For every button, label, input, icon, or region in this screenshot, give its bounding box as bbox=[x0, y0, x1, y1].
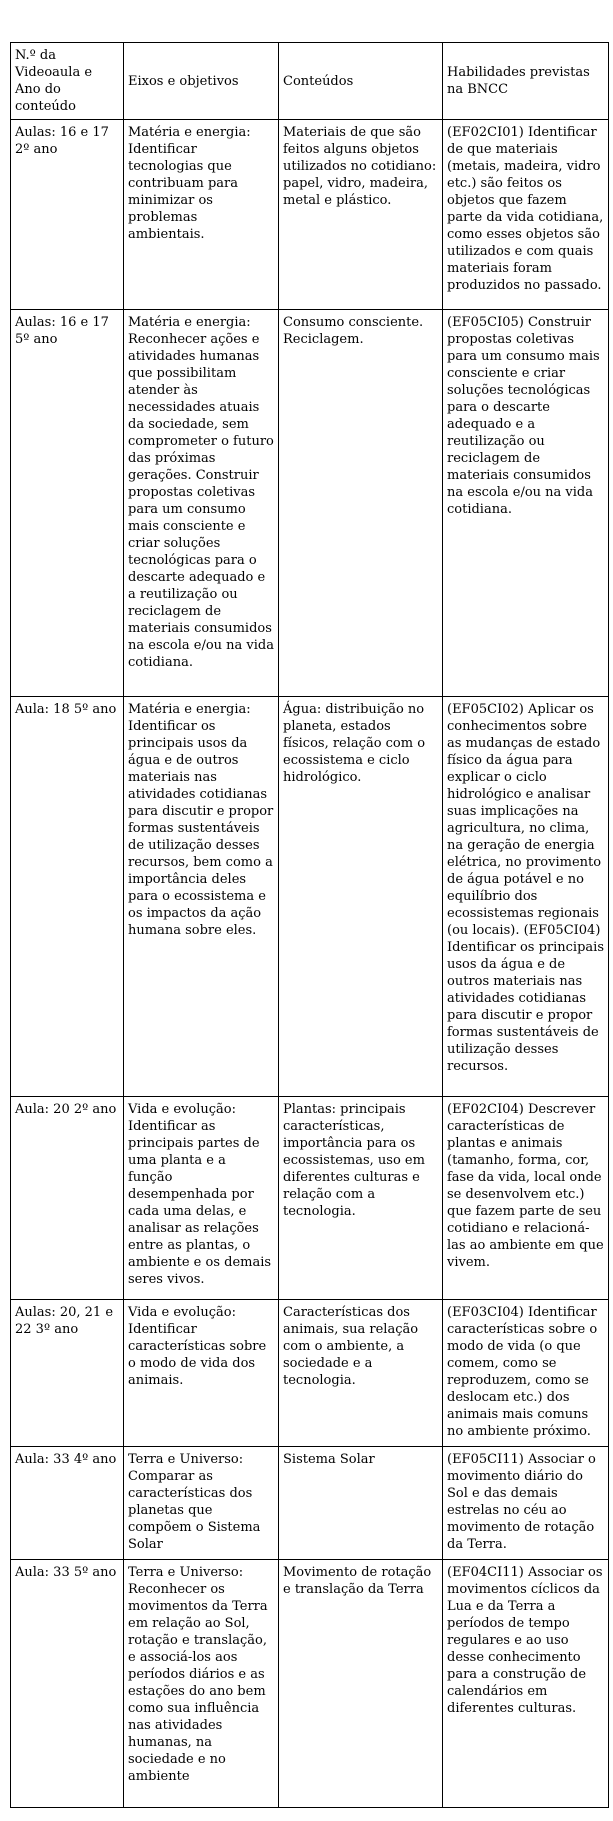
table-row bbox=[11, 1447, 609, 1560]
cell-habilidades: (EF02CI04) Descrever características de plantas e animais (tamanho, forma, cor, fase da vida, local onde se desenvolvem etc.) que fazem parte de seu cotidiano e relacioná-las ao ambiente em que vivem. bbox=[443, 1097, 609, 1300]
table-row bbox=[11, 1560, 609, 1808]
cell-habilidades: (EF05CI05) Construir propostas coletivas para um consumo mais consciente e criar soluções tecnológicas para o descarte adequado e a reutilização ou reciclagem de materiais consumidos na escola e/ou na vida cotidiana. bbox=[443, 310, 609, 697]
cell-conteudos: Consumo consciente. Reciclagem. bbox=[279, 310, 443, 697]
cell-eixos: Terra e Universo: Reconhecer os movimentos da Terra em relação ao Sol, rotação e translação, e associá-los aos períodos diários e as estações do ano bem como sua influência nas atividades humanas, na sociedade e no ambiente bbox=[124, 1560, 279, 1808]
table-row bbox=[11, 310, 609, 697]
table-row bbox=[11, 1300, 609, 1447]
cell-eixos: Vida e evolução: Identificar características sobre o modo de vida dos animais. bbox=[124, 1300, 279, 1447]
cell-habilidades: (EF02CI01) Identificar de que materiais (metais, madeira, vidro etc.) são feitos os objetos que fazem parte da vida cotidiana, como esses objetos são utilizados e com quais materiais foram produzidos no passado. bbox=[443, 120, 609, 310]
cell-conteudos: Materiais de que são feitos alguns objetos utilizados no cotidiano: papel, vidro, madeira, metal e plástico. bbox=[279, 120, 443, 310]
cell-aula: Aulas: 20, 21 e 22 3º ano bbox=[11, 1300, 124, 1447]
cell-conteudos: Sistema Solar bbox=[279, 1447, 443, 1560]
cell-aula: Aula: 33 4º ano bbox=[11, 1447, 124, 1560]
cell-habilidades: (EF04CI11) Associar os movimentos cíclicos da Lua e da Terra a períodos de tempo regulares e ao uso desse conhecimento para a construção de calendários em diferentes culturas. bbox=[443, 1560, 609, 1808]
header-row bbox=[11, 43, 609, 120]
header-habilidades: Habilidades previstas na BNCC bbox=[443, 43, 609, 120]
cell-habilidades: (EF03CI04) Identificar características sobre o modo de vida (o que comem, como se reproduzem, como se deslocam etc.) dos animais mais comuns no ambiente próximo. bbox=[443, 1300, 609, 1447]
header-conteudos: Conteúdos bbox=[279, 43, 443, 120]
header-aula: N.º da Videoaula e Ano do conteúdo bbox=[11, 43, 124, 120]
table-row bbox=[11, 1097, 609, 1300]
cell-aula: Aula: 20 2º ano bbox=[11, 1097, 124, 1300]
cell-conteudos: Movimento de rotação e translação da Terra bbox=[279, 1560, 443, 1808]
curriculum-table bbox=[10, 42, 609, 1808]
header-eixos: Eixos e objetivos bbox=[124, 43, 279, 120]
cell-habilidades: (EF05CI11) Associar o movimento diário do Sol e das demais estrelas no céu ao movimento de rotação da Terra. bbox=[443, 1447, 609, 1560]
cell-eixos: Matéria e energia: Identificar tecnologias que contribuam para minimizar os problemas ambientais. bbox=[124, 120, 279, 310]
cell-conteudos: Água: distribuição no planeta, estados físicos, relação com o ecossistema e ciclo hidrológico. bbox=[279, 697, 443, 1097]
cell-eixos: Terra e Universo: Comparar as características dos planetas que compõem o Sistema Solar bbox=[124, 1447, 279, 1560]
cell-eixos: Matéria e energia: Identificar os principais usos da água e de outros materiais nas atividades cotidianas para discutir e propor formas sustentáveis de utilização desses recursos, bem como a importância deles para o ecossistema e os impactos da ação humana sobre eles. bbox=[124, 697, 279, 1097]
cell-aula: Aula: 33 5º ano bbox=[11, 1560, 124, 1808]
cell-aula: Aulas: 16 e 17 2º ano bbox=[11, 120, 124, 310]
cell-eixos: Vida e evolução: Identificar as principais partes de uma planta e a função desempenhada por cada uma delas, e analisar as relações entre as plantas, o ambiente e os demais seres vivos. bbox=[124, 1097, 279, 1300]
cell-eixos: Matéria e energia: Reconhecer ações e atividades humanas que possibilitam atender às necessidades atuais da sociedade, sem comprometer o futuro das próximas gerações. Construir propostas coletivas para um consumo mais consciente e criar soluções tecnológicas para o descarte adequado e a reutilização ou reciclagem de materiais consumidos na escola e/ou na vida cotidiana. bbox=[124, 310, 279, 697]
cell-aula: Aula: 18 5º ano bbox=[11, 697, 124, 1097]
table-row bbox=[11, 120, 609, 310]
cell-conteudos: Características dos animais, sua relação com o ambiente, a sociedade e a tecnologia. bbox=[279, 1300, 443, 1447]
cell-conteudos: Plantas: principais características, importância para os ecossistemas, uso em diferentes culturas e relação com a tecnologia. bbox=[279, 1097, 443, 1300]
table-row bbox=[11, 697, 609, 1097]
cell-aula: Aulas: 16 e 17 5º ano bbox=[11, 310, 124, 697]
cell-habilidades: (EF05CI02) Aplicar os conhecimentos sobre as mudanças de estado físico da água para explicar o ciclo hidrológico e analisar suas implicações na agricultura, no clima, na geração de energia elétrica, no provimento de água potável e no equilíbrio dos ecossistemas regionais (ou locais). (EF05CI04) Identificar os principais usos da água e de outros materiais nas atividades cotidianas para discutir e propor formas sustentáveis de utilização desses recursos. bbox=[443, 697, 609, 1097]
